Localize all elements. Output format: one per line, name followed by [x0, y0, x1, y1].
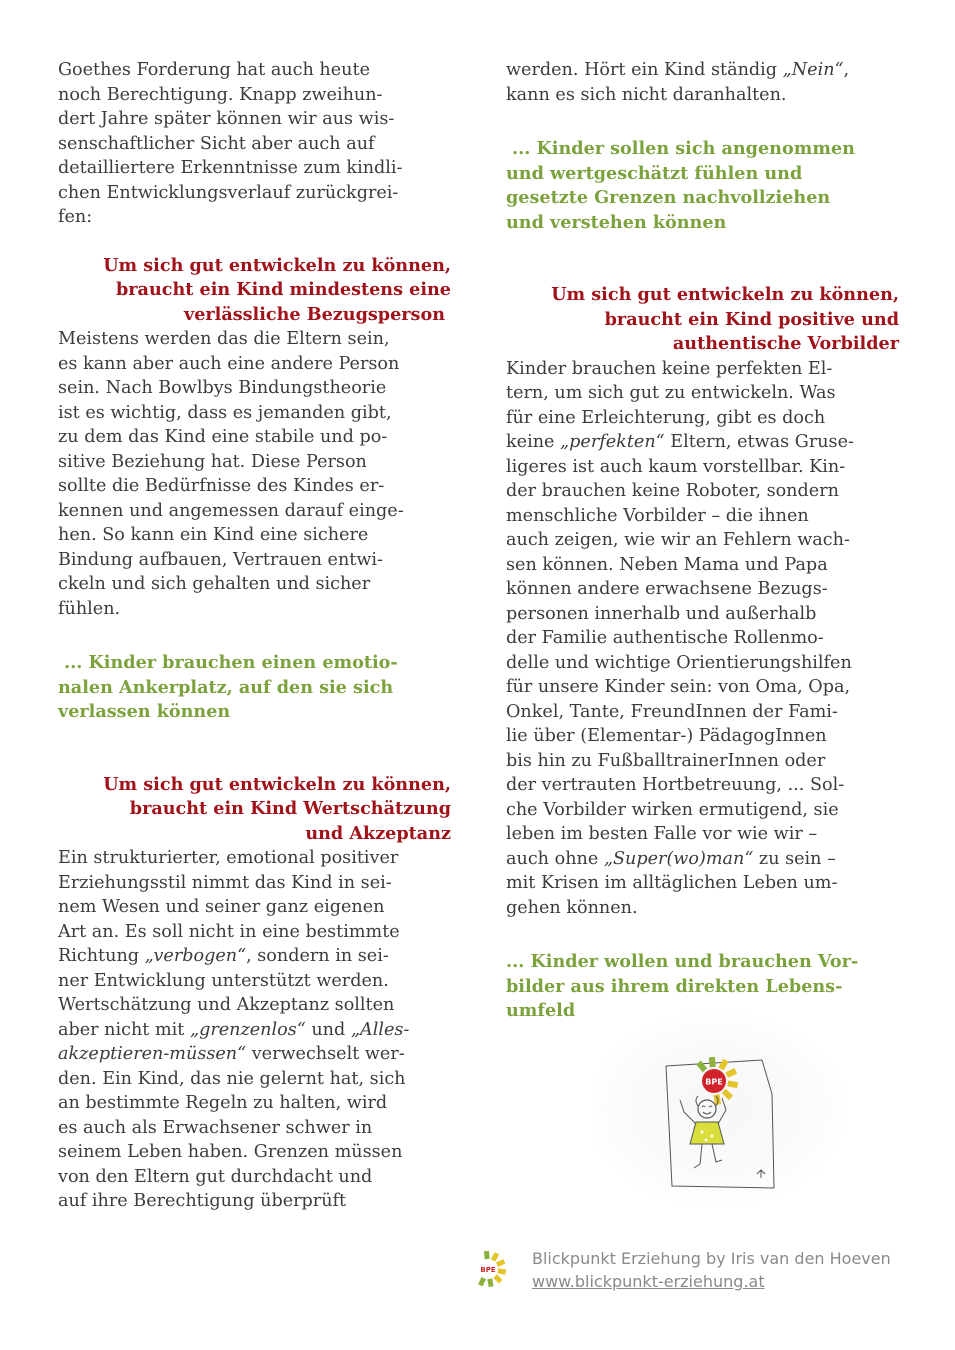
- text-line: che Vorbilder wirken ermutigend, sie: [506, 799, 839, 820]
- text-line: es kann aber auch eine andere Person: [58, 353, 400, 374]
- text-line: der Familie authentische Rollenmo-: [506, 628, 824, 648]
- footer-website-link[interactable]: www.blickpunkt-erziehung.at: [532, 1272, 765, 1291]
- text-line: fen:: [58, 207, 93, 227]
- illustration-logo-text: BPE: [705, 1077, 723, 1087]
- text-line: nem Wesen und seiner ganz eigenen: [58, 897, 385, 917]
- text-line: Meistens werden das die Eltern sein,: [58, 329, 390, 349]
- text-line: Goethes Forderung hat auch heute: [58, 60, 370, 80]
- text-line: senschaftlicher Sicht aber auch auf: [58, 133, 375, 154]
- vorbilder-paragraph: [506, 357, 899, 921]
- child-with-logo-icon: [592, 1014, 842, 1204]
- text-line: sein. Nach Bowlbys Bindungstheorie: [58, 378, 387, 398]
- right-column: [506, 58, 899, 1024]
- bezugsperson-paragraph: [58, 327, 451, 621]
- intro-paragraph: [58, 58, 451, 230]
- continued-paragraph: [506, 58, 899, 107]
- text-line: Wertschätzung und Akzeptanz sollten: [58, 995, 395, 1015]
- text-line: auch ohne „Super(wo)man“ zu sein –: [506, 848, 836, 869]
- text-line: von den Eltern gut durchdacht und: [58, 1166, 373, 1187]
- text-line: ner Entwicklung unterstützt werden.: [58, 970, 389, 991]
- text-line: bis hin zu FußballtrainerInnen oder: [506, 750, 826, 771]
- text-line: akzeptieren-müssen“ verwechselt wer-: [58, 1044, 405, 1064]
- section-heading-vorbilder: Um sich gut entwickeln zu können, braucht ein Kind positive und authentische Vorbilder: [551, 284, 899, 354]
- text-line: leben im besten Falle vor wie wir –: [506, 824, 818, 844]
- text-line: sen können. Neben Mama und Papa: [506, 554, 828, 575]
- text-line: Bindung aufbauen, Vertrauen entwi-: [58, 549, 384, 570]
- text-line: der vertrauten Hortbetreuung, ... Sol-: [506, 775, 845, 795]
- text-line: seinem Leben haben. Grenzen müssen: [58, 1142, 403, 1162]
- summary-angenommen: ... Kinder sollen sich angenommen und wertgeschätzt fühlen und gesetzte Grenzen nachvollziehen und verstehen können: [506, 138, 855, 233]
- text-line: sollte die Bedürfnisse des Kindes er-: [58, 476, 385, 496]
- summary-ankerplatz: ... Kinder brauchen einen emotio- nalen Ankerplatz, auf den sie sich verlassen können: [58, 652, 398, 722]
- text-line: werden. Hört ein Kind ständig „Nein“,: [506, 60, 850, 80]
- footer-text: [532, 1247, 891, 1293]
- text-line: für unsere Kinder sein: von Oma, Opa,: [506, 677, 851, 697]
- text-line: keine „perfekten“ Eltern, etwas Gruse-: [506, 432, 854, 452]
- text-line: dert Jahre später können wir aus wis-: [58, 109, 395, 129]
- text-line: sitive Beziehung hat. Diese Person: [58, 451, 367, 472]
- text-line: Erziehungsstil nimmt das Kind in sei-: [58, 872, 392, 893]
- text-line: hen. So kann ein Kind eine sichere: [58, 525, 369, 545]
- left-column: [58, 58, 451, 1214]
- page-footer: [470, 1243, 910, 1303]
- footer-logo-text: BPE: [480, 1266, 496, 1274]
- text-line: Ein strukturierter, emotional positiver: [58, 848, 399, 868]
- footer-title: Blickpunkt Erziehung by Iris van den Hoeven: [532, 1249, 891, 1268]
- text-line: noch Berechtigung. Knapp zweihun-: [58, 84, 383, 105]
- summary-vorbilder: ... Kinder wollen und brauchen Vor- bilder aus ihrem direkten Lebens- umfeld: [506, 951, 859, 1021]
- text-line: gehen können.: [506, 897, 638, 918]
- text-line: tern, um sich gut zu entwickeln. Was: [506, 383, 836, 403]
- section-heading-bezugsperson: Um sich gut entwickeln zu können, braucht ein Kind mindestens eine verlässliche Bezugsperson: [103, 254, 451, 325]
- text-line: zu dem das Kind eine stabile und po-: [58, 427, 388, 447]
- text-line: für eine Erleichterung, gibt es doch: [506, 407, 826, 428]
- text-line: auf ihre Berechtigung überprüft: [58, 1191, 347, 1211]
- wertschaetzung-paragraph: [58, 846, 451, 1214]
- text-line: ligeres ist auch kaum vorstellbar. Kin-: [506, 456, 846, 477]
- text-line: ckeln und sich gehalten und sicher: [58, 574, 371, 594]
- text-line: Kinder brauchen keine perfekten El-: [506, 358, 833, 379]
- bpe-logo-icon: [470, 1247, 510, 1287]
- text-line: kann es sich nicht daranhalten.: [506, 84, 787, 105]
- text-line: der brauchen keine Roboter, sondern: [506, 481, 839, 501]
- text-line: delle und wichtige Orientierungshilfen: [506, 652, 852, 673]
- text-line: personen innerhalb und außerhalb: [506, 603, 817, 624]
- text-line: lie über (Elementar-) PädagogInnen: [506, 726, 827, 746]
- text-line: menschliche Vorbilder – die ihnen: [506, 505, 809, 526]
- text-line: detailliertere Erkenntnisse zum kindli-: [58, 158, 403, 178]
- text-line: mit Krisen im alltäglichen Leben um-: [506, 873, 838, 893]
- text-line: Richtung „verbogen“, sondern in sei-: [58, 946, 389, 966]
- text-line: kennen und angemessen darauf einge-: [58, 500, 404, 521]
- text-line: chen Entwicklungsverlauf zurückgrei-: [58, 182, 399, 203]
- text-line: an bestimmte Regeln zu halten, wird: [58, 1093, 388, 1113]
- child-illustration: [592, 1014, 842, 1204]
- text-line: können andere erwachsene Bezugs-: [506, 579, 828, 599]
- text-line: ist es wichtig, dass es jemanden gibt,: [58, 402, 392, 423]
- text-line: Art an. Es soll nicht in eine bestimmte: [58, 921, 400, 942]
- text-line: aber nicht mit „grenzenlos“ und „Alles-: [58, 1019, 410, 1040]
- text-line: es auch als Erwachsener schwer in: [58, 1117, 373, 1138]
- section-heading-wertschaetzung: Um sich gut entwickeln zu können, braucht ein Kind Wertschätzung und Akzeptanz: [103, 773, 451, 844]
- text-line: den. Ein Kind, das nie gelernt hat, sich: [58, 1068, 406, 1089]
- text-line: fühlen.: [58, 598, 121, 619]
- text-line: auch zeigen, wie wir an Fehlern wach-: [506, 530, 850, 550]
- text-line: Onkel, Tante, FreundInnen der Fami-: [506, 701, 838, 722]
